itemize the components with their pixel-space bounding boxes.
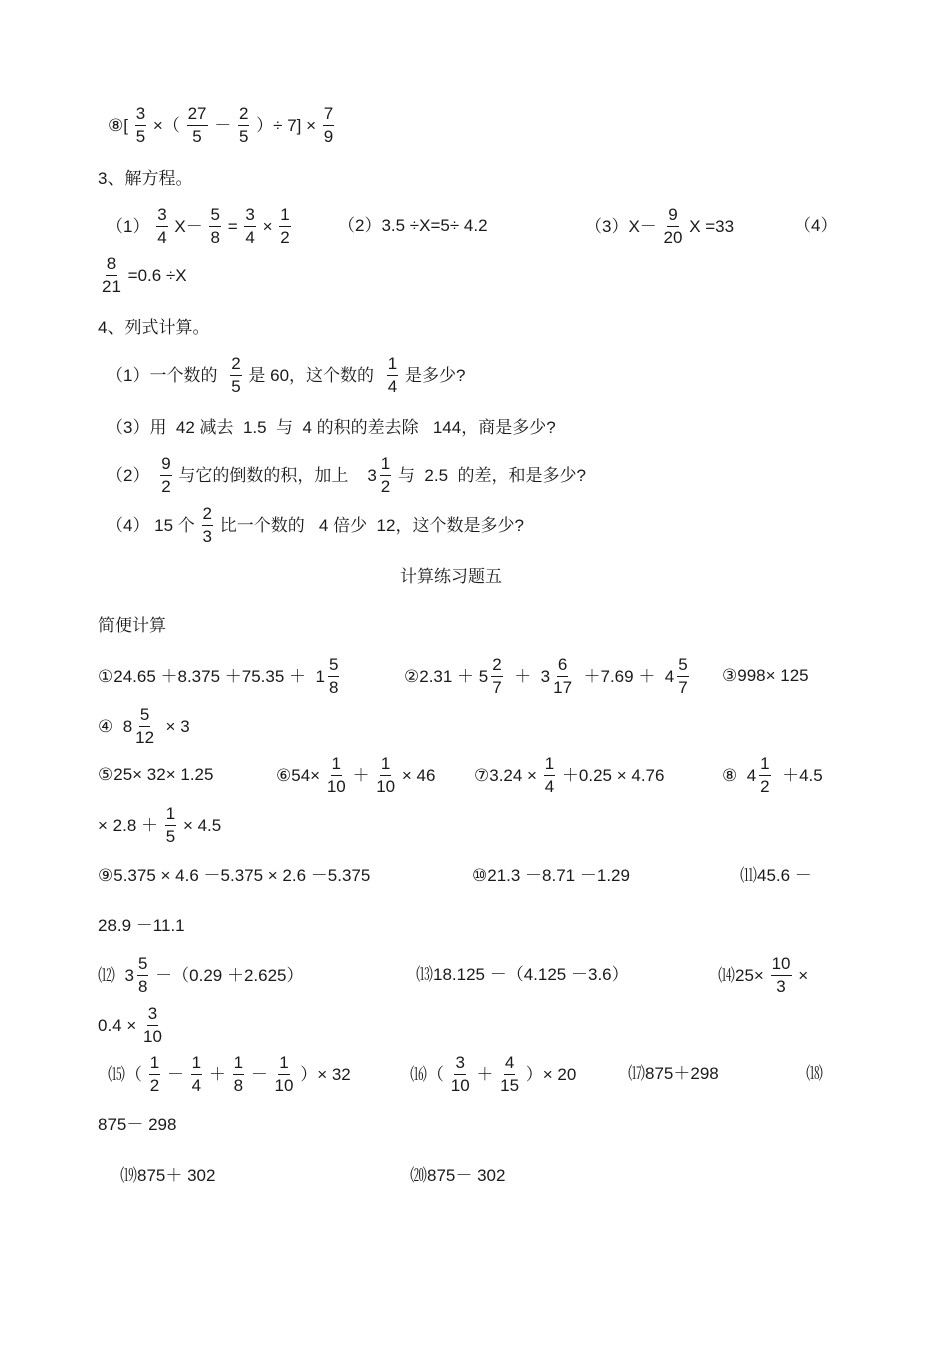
fraction <box>202 505 213 546</box>
calc-2 <box>404 656 691 697</box>
calc-4 <box>98 706 190 747</box>
numerator: 4 <box>504 1054 515 1075</box>
fraction <box>279 206 290 247</box>
denominator: 7 <box>678 677 688 697</box>
calc-10 <box>472 866 630 884</box>
calc-5 <box>98 765 213 783</box>
calc-6 <box>276 755 435 796</box>
calc-14-cont <box>98 1005 164 1046</box>
calc-16 <box>410 1054 576 1095</box>
word-problem-3 <box>106 418 556 436</box>
text: － <box>250 1064 268 1084</box>
mixed-number <box>541 656 574 697</box>
fraction <box>380 455 391 496</box>
fraction <box>102 255 121 296</box>
fraction <box>500 1054 519 1095</box>
text: ）× 32 <box>300 1064 351 1084</box>
fraction <box>451 1054 470 1095</box>
text: 与 2.5 的差，和是多少? <box>397 465 586 485</box>
fraction <box>275 1054 294 1095</box>
numerator: 7 <box>323 105 334 126</box>
text: 简便计算 <box>98 616 166 636</box>
text: ⒅ <box>806 1064 823 1084</box>
numerator: 1 <box>387 355 398 376</box>
mixed-number <box>123 706 156 747</box>
text: ⑥54× <box>276 765 321 785</box>
text: 是多少? <box>404 365 466 385</box>
text: × <box>262 216 273 236</box>
denominator: 2 <box>161 476 171 496</box>
denominator: 2 <box>760 776 770 796</box>
denominator: 2 <box>380 476 391 496</box>
text: ①24.65 ＋8.375 ＋75.35 ＋ <box>98 666 311 686</box>
mixed-number <box>316 656 342 697</box>
numerator: 8 <box>106 255 117 276</box>
text: ⑧ <box>722 765 742 785</box>
denominator: 8 <box>137 976 148 996</box>
whole: 4 <box>746 765 757 785</box>
calc-12 <box>98 955 304 996</box>
fraction <box>160 455 171 496</box>
whole: 8 <box>122 716 133 736</box>
fraction <box>191 1054 202 1095</box>
fraction <box>553 656 572 697</box>
denominator: 10 <box>450 1075 470 1095</box>
calc-7 <box>474 755 664 796</box>
numerator: 3 <box>147 1005 158 1026</box>
calc-11 <box>740 866 812 884</box>
fraction <box>327 755 346 796</box>
fraction <box>209 206 220 247</box>
text: 875－ 298 <box>98 1115 177 1135</box>
numerator: 1 <box>331 755 342 776</box>
text: × 46 <box>401 765 436 785</box>
whole: 3 <box>367 465 377 485</box>
numerator: 9 <box>667 206 678 227</box>
denominator: 4 <box>191 1075 202 1095</box>
denominator: 5 <box>135 126 146 146</box>
numerator: 1 <box>279 206 290 227</box>
problem-8 <box>108 105 336 146</box>
fraction <box>376 755 395 796</box>
calc-13 <box>416 965 629 983</box>
fraction <box>165 805 176 846</box>
denominator: 10 <box>143 1026 162 1046</box>
section-heading: 4、列式计算。 <box>98 318 210 338</box>
text: ⒆875＋ 302 <box>120 1166 216 1186</box>
equation-2 <box>338 216 488 234</box>
fraction <box>230 355 241 396</box>
calc-3 <box>722 666 809 684</box>
mixed-number <box>367 455 393 496</box>
section-heading: 3、解方程。 <box>98 169 193 189</box>
numerator: 5 <box>328 656 339 677</box>
numerator: 1 <box>380 455 391 476</box>
whole: 4 <box>664 666 675 686</box>
fraction <box>149 1054 160 1095</box>
numerator: 1 <box>380 755 391 776</box>
text: ＋ <box>476 1064 494 1084</box>
denominator: 5 <box>192 126 202 146</box>
word-problem-4 <box>106 505 524 546</box>
text: ⒇875－ 302 <box>410 1166 506 1186</box>
text: ＋4.5 <box>777 765 823 785</box>
equation-3 <box>585 206 734 247</box>
text: （4） 15 个 <box>106 515 195 535</box>
numerator: 2 <box>238 105 249 126</box>
denominator: 4 <box>387 376 398 396</box>
text: ⑾45.6 － <box>740 866 812 886</box>
equation-1 <box>106 206 293 247</box>
text: ②2.31 ＋ <box>404 666 475 686</box>
text: = <box>227 216 238 236</box>
calc-9 <box>98 866 370 884</box>
calc-8 <box>722 755 823 796</box>
mixed-number <box>747 755 773 796</box>
fraction <box>156 206 167 247</box>
calc-15 <box>108 1054 351 1095</box>
fraction <box>759 755 770 796</box>
numerator: 1 <box>149 1054 160 1075</box>
text: 28.9 －11.1 <box>98 916 185 936</box>
numerator: 1 <box>544 755 555 776</box>
denominator: 8 <box>328 677 339 697</box>
fraction <box>135 706 154 747</box>
mixed-number <box>665 656 691 697</box>
numerator: 5 <box>137 955 148 976</box>
word-problem-1 <box>106 355 465 396</box>
denominator: 2 <box>280 227 290 247</box>
numerator: 3 <box>454 1054 465 1075</box>
text: ⒁25× <box>718 965 764 985</box>
text: （1） <box>106 216 150 236</box>
text: ）÷ 7] × <box>256 115 317 135</box>
denominator: 3 <box>776 976 786 996</box>
fraction <box>544 755 555 796</box>
text: × 2.8 ＋ <box>98 815 159 835</box>
numerator: 2 <box>202 505 213 526</box>
text: （4） <box>794 216 838 236</box>
text: ）× 20 <box>525 1064 577 1084</box>
numerator: 5 <box>677 656 688 677</box>
mixed-number <box>124 955 150 996</box>
calc-20 <box>410 1166 505 1184</box>
numerator: 2 <box>491 656 502 677</box>
mixed-number <box>479 656 505 697</box>
denominator: 15 <box>500 1075 520 1095</box>
text: ③998× 125 <box>722 666 809 686</box>
fraction <box>143 1005 162 1046</box>
text: － <box>214 115 232 135</box>
denominator: 2 <box>149 1075 160 1095</box>
numerator: 5 <box>209 206 220 227</box>
numerator: 6 <box>557 656 568 677</box>
text: X =33 <box>689 216 735 236</box>
text: ＋0.25 × 4.76 <box>561 765 665 785</box>
denominator: 21 <box>102 276 121 296</box>
whole: 3 <box>124 965 134 985</box>
text: ⒄875＋298 <box>628 1064 719 1084</box>
calc-18-cont <box>98 1115 176 1133</box>
text: ⑿ <box>98 965 120 985</box>
fraction <box>387 355 398 396</box>
denominator: 10 <box>376 776 396 796</box>
denominator: 5 <box>231 376 241 396</box>
text: ⑧[ <box>108 115 128 135</box>
text: （3）用 42 减去 1.5 与 4 的积的差去除 144，商是多少? <box>106 418 556 438</box>
equation-4-label <box>794 216 837 234</box>
text: ＋ <box>208 1064 226 1084</box>
text: × <box>798 965 809 985</box>
calc-1 <box>98 656 341 697</box>
denominator: 5 <box>165 826 176 846</box>
whole: 5 <box>478 666 489 686</box>
denominator: 4 <box>544 776 555 796</box>
fraction <box>677 656 688 697</box>
section-3-heading <box>98 169 192 187</box>
text: ④ <box>98 716 118 736</box>
numerator: 1 <box>165 805 176 826</box>
denominator: 7 <box>492 677 502 697</box>
text: × 3 <box>160 716 190 736</box>
text: 比一个数的 4 倍少 12，这个数是多少? <box>219 515 524 535</box>
fraction <box>135 105 146 146</box>
calc-11-cont <box>98 916 185 934</box>
text: （2） <box>106 465 150 485</box>
text: ⒂（ <box>108 1064 142 1084</box>
fraction <box>137 955 148 996</box>
text: 0.4 × <box>98 1015 137 1035</box>
page-title <box>400 567 502 585</box>
denominator: 8 <box>210 227 220 247</box>
fraction <box>664 206 683 247</box>
text: ⒃（ <box>410 1064 444 1084</box>
denominator: 10 <box>274 1075 294 1095</box>
numerator: 1 <box>191 1054 202 1075</box>
equation-4 <box>100 255 187 296</box>
denominator: 3 <box>202 526 213 546</box>
numerator: 27 <box>187 105 208 126</box>
text: ＋ <box>352 765 370 785</box>
text: ⒀18.125 －（4.125 －3.6） <box>416 965 629 985</box>
subsection-heading <box>98 616 166 634</box>
numerator: 3 <box>244 206 255 227</box>
numerator: 3 <box>135 105 146 126</box>
denominator: 4 <box>157 227 167 247</box>
calc-19 <box>120 1166 215 1184</box>
numerator: 5 <box>139 706 150 727</box>
fraction <box>323 105 334 146</box>
fraction <box>491 656 502 697</box>
text: ⑦3.24 × <box>474 765 537 785</box>
numerator: 9 <box>160 455 171 476</box>
numerator: 2 <box>230 355 241 376</box>
text: 与它的倒数的积，加上 <box>178 465 363 485</box>
numerator: 1 <box>233 1054 244 1075</box>
text: × 4.5 <box>182 815 222 835</box>
numerator: 10 <box>771 955 792 976</box>
numerator: 3 <box>156 206 167 227</box>
calc-17 <box>628 1064 719 1082</box>
text: 是 60，这个数的 <box>248 365 375 385</box>
text: ＋7.69 ＋ <box>578 666 661 686</box>
text: （2）3.5 ÷X=5÷ 4.2 <box>338 216 488 236</box>
text: =0.6 ÷X <box>127 265 187 285</box>
text: （3）X－ <box>585 216 657 236</box>
section-4-heading <box>98 318 209 336</box>
title-text: 计算练习题五 <box>400 567 502 587</box>
text: － <box>166 1064 184 1084</box>
fraction <box>328 656 339 697</box>
denominator: 4 <box>245 227 255 247</box>
text: X－ <box>174 216 203 236</box>
fraction <box>233 1054 244 1095</box>
calc-18 <box>806 1064 823 1082</box>
whole: 1 <box>315 666 325 686</box>
text: ×（ <box>152 115 180 135</box>
denominator: 17 <box>553 677 573 697</box>
fraction <box>244 206 255 247</box>
text: ＋ <box>509 666 536 686</box>
fraction <box>238 105 249 146</box>
text: ⑤25× 32× 1.25 <box>98 765 214 785</box>
denominator: 8 <box>233 1075 244 1095</box>
denominator: 10 <box>326 776 346 796</box>
word-problem-2 <box>106 455 586 496</box>
whole: 3 <box>540 666 551 686</box>
text: －（0.29 ＋2.625） <box>155 965 304 985</box>
numerator: 1 <box>759 755 770 776</box>
fraction <box>771 955 792 996</box>
fraction <box>187 105 208 146</box>
calc-8-cont <box>98 805 221 846</box>
text: ⑨5.375 × 4.6 －5.375 × 2.6 －5.375 <box>98 866 371 886</box>
text: （1）一个数的 <box>106 365 218 385</box>
denominator: 5 <box>238 126 249 146</box>
calc-14 <box>718 955 808 996</box>
numerator: 1 <box>278 1054 289 1075</box>
denominator: 12 <box>135 727 155 747</box>
denominator: 20 <box>663 227 683 247</box>
text: ⑩21.3 －8.71 －1.29 <box>472 866 630 886</box>
denominator: 9 <box>323 126 334 146</box>
